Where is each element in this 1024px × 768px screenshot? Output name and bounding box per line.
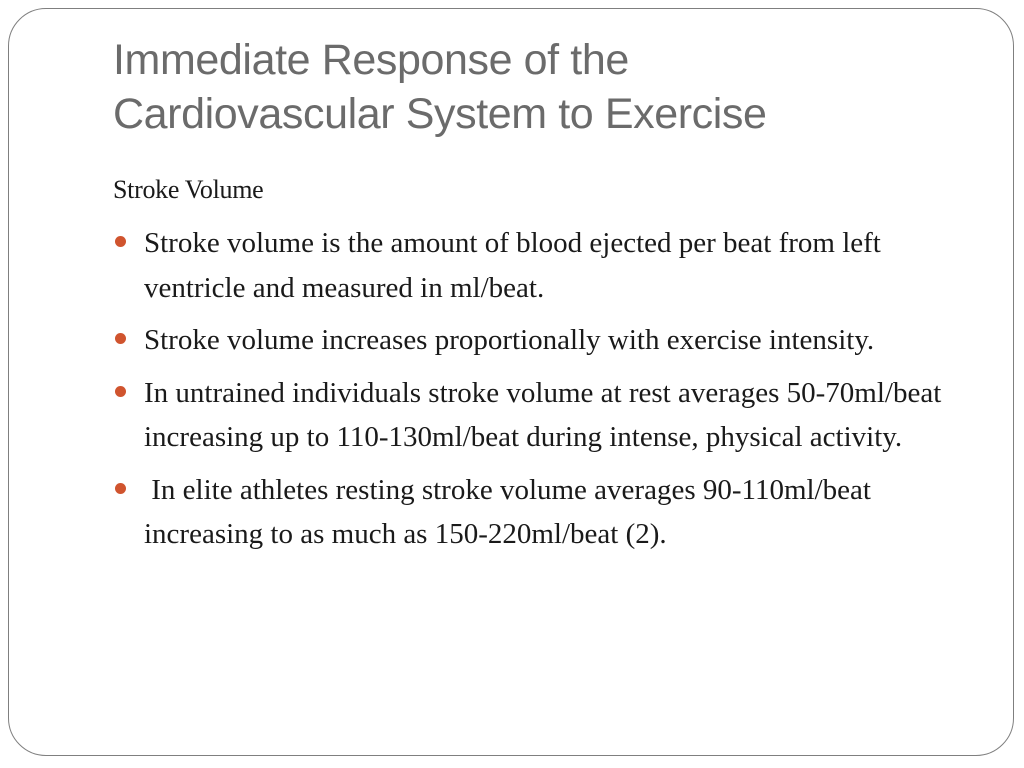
bullet-text: In untrained individuals stroke volume at rest averages 50-70ml/beat increasing up to 110-130ml/beat during intense, physical activity. — [144, 376, 942, 453]
bullet-text: In elite athletes resting stroke volume averages 90-110ml/beat increasing to as much as 150-220ml/beat (2). — [144, 473, 879, 550]
bullet-text: Stroke volume increases proportionally with exercise intensity. — [144, 324, 875, 356]
slide-title-line-1: Immediate Response of the — [113, 36, 629, 84]
bullet-item — [113, 221, 963, 310]
bullet-icon — [115, 483, 126, 494]
slide-title — [113, 33, 973, 141]
bullet-text: Stroke volume is the amount of blood ejected per beat from left ventricle and measured in ml/beat. — [144, 227, 881, 304]
bullet-item — [113, 371, 963, 460]
bullet-list — [113, 221, 963, 565]
bullet-item — [113, 468, 963, 557]
bullet-icon — [115, 236, 126, 247]
section-subheading: Stroke Volume — [113, 175, 264, 204]
bullet-item — [113, 318, 963, 363]
slide-title-line-2: Cardiovascular System to Exercise — [113, 90, 767, 138]
bullet-icon — [115, 333, 126, 344]
bullet-icon — [115, 386, 126, 397]
